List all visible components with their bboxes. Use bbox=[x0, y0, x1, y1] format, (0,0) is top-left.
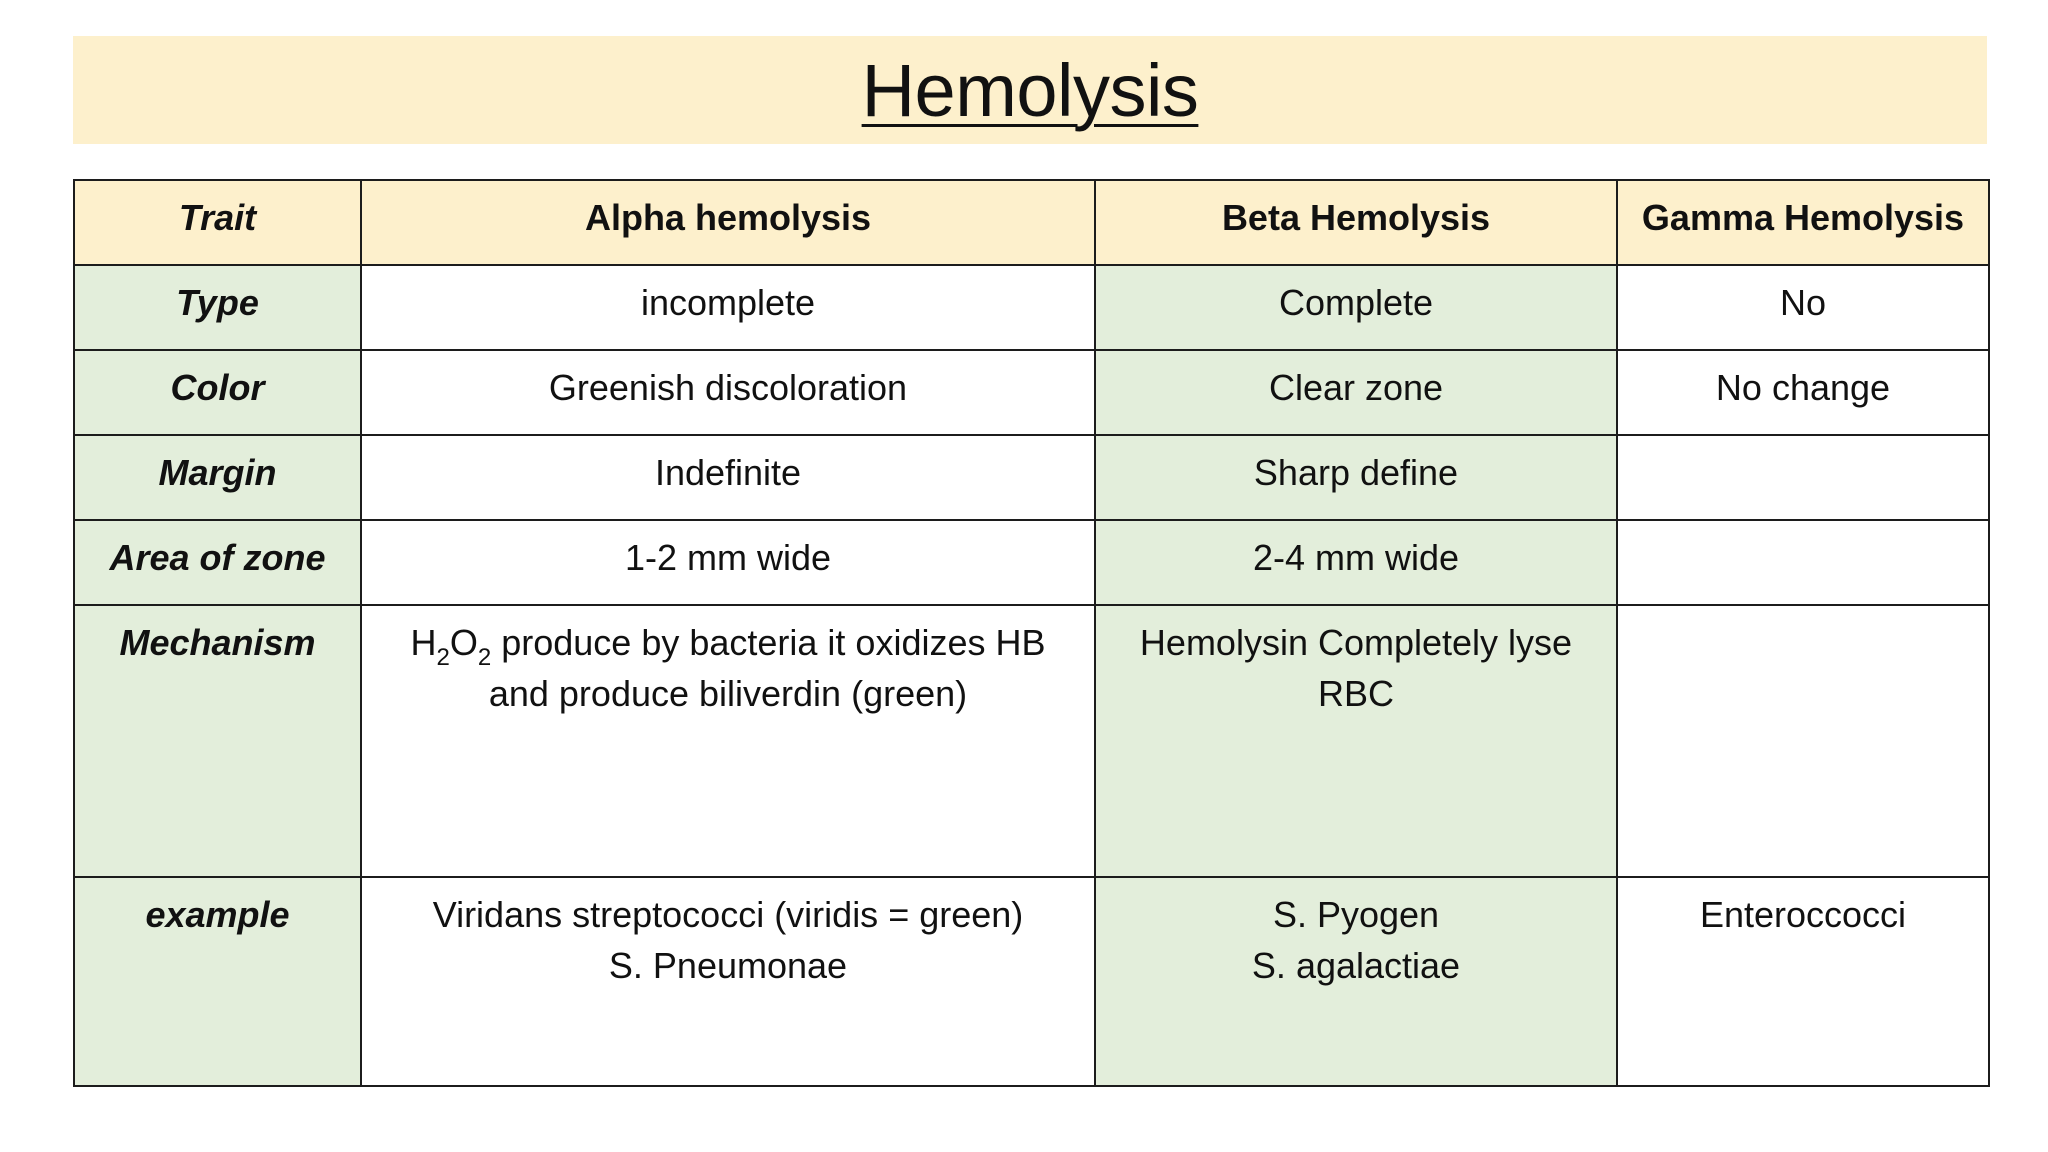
alpha-example-cell bbox=[361, 877, 1095, 1086]
alpha-area-cell bbox=[361, 520, 1095, 605]
cell-text: Indefinite bbox=[654, 452, 802, 493]
row-label-mechanism: Mechanism bbox=[74, 605, 361, 877]
header-beta: Beta Hemolysis bbox=[1095, 180, 1617, 265]
cell-text: Sharp define bbox=[1253, 452, 1459, 493]
beta-area-cell bbox=[1095, 520, 1617, 605]
cell-text: S. Pneumonae bbox=[608, 945, 848, 986]
beta-type-cell bbox=[1095, 265, 1617, 350]
table-row bbox=[74, 350, 1989, 435]
table-row bbox=[74, 605, 1989, 877]
title-banner bbox=[73, 36, 1987, 144]
cell-text: and produce biliverdin (green) bbox=[488, 673, 968, 714]
beta-example-cell bbox=[1095, 877, 1617, 1086]
table-row bbox=[74, 877, 1989, 1086]
cell-text: Hemolysin Completely lyse bbox=[1139, 622, 1573, 663]
table-row bbox=[74, 435, 1989, 520]
gamma-mechanism-cell bbox=[1617, 605, 1989, 877]
cell-text: Complete bbox=[1278, 282, 1434, 323]
gamma-example-cell bbox=[1617, 877, 1989, 1086]
gamma-area-cell bbox=[1617, 520, 1989, 605]
cell-text: S. agalactiae bbox=[1251, 945, 1461, 986]
beta-color-cell bbox=[1095, 350, 1617, 435]
cell-text: No change bbox=[1715, 367, 1891, 408]
alpha-mechanism-cell bbox=[361, 605, 1095, 877]
row-label-margin: Margin bbox=[74, 435, 361, 520]
hemolysis-table bbox=[73, 179, 1990, 1087]
cell-text: Viridans streptococci (viridis = green) bbox=[432, 894, 1024, 935]
table-row bbox=[74, 265, 1989, 350]
cell-text: No bbox=[1779, 282, 1827, 323]
page-title: Hemolysis bbox=[861, 48, 1199, 132]
row-label-example: example bbox=[74, 877, 361, 1086]
table-header-row bbox=[74, 180, 1989, 265]
alpha-color-cell bbox=[361, 350, 1095, 435]
beta-mechanism-cell bbox=[1095, 605, 1617, 877]
cell-text: Greenish discoloration bbox=[548, 367, 908, 408]
row-label-color: Color bbox=[74, 350, 361, 435]
gamma-color-cell bbox=[1617, 350, 1989, 435]
alpha-type-cell bbox=[361, 265, 1095, 350]
cell-text: incomplete bbox=[640, 282, 816, 323]
gamma-type-cell bbox=[1617, 265, 1989, 350]
row-label-area: Area of zone bbox=[74, 520, 361, 605]
cell-text: S. Pyogen bbox=[1272, 894, 1440, 935]
row-label-type: Type bbox=[74, 265, 361, 350]
table-row bbox=[74, 520, 1989, 605]
alpha-margin-cell bbox=[361, 435, 1095, 520]
header-alpha: Alpha hemolysis bbox=[361, 180, 1095, 265]
cell-text: 1-2 mm wide bbox=[624, 537, 832, 578]
header-trait: Trait bbox=[74, 180, 361, 265]
cell-text: 2-4 mm wide bbox=[1252, 537, 1460, 578]
beta-margin-cell bbox=[1095, 435, 1617, 520]
cell-text: Clear zone bbox=[1268, 367, 1444, 408]
cell-text: RBC bbox=[1317, 673, 1394, 714]
header-gamma: Gamma Hemolysis bbox=[1617, 180, 1989, 265]
mechanism-formula-line: $H_2O_2$ produce by bacteria it oxidizes HB bbox=[410, 622, 1046, 672]
gamma-margin-cell bbox=[1617, 435, 1989, 520]
cell-text: Enteroccocci bbox=[1699, 894, 1907, 935]
